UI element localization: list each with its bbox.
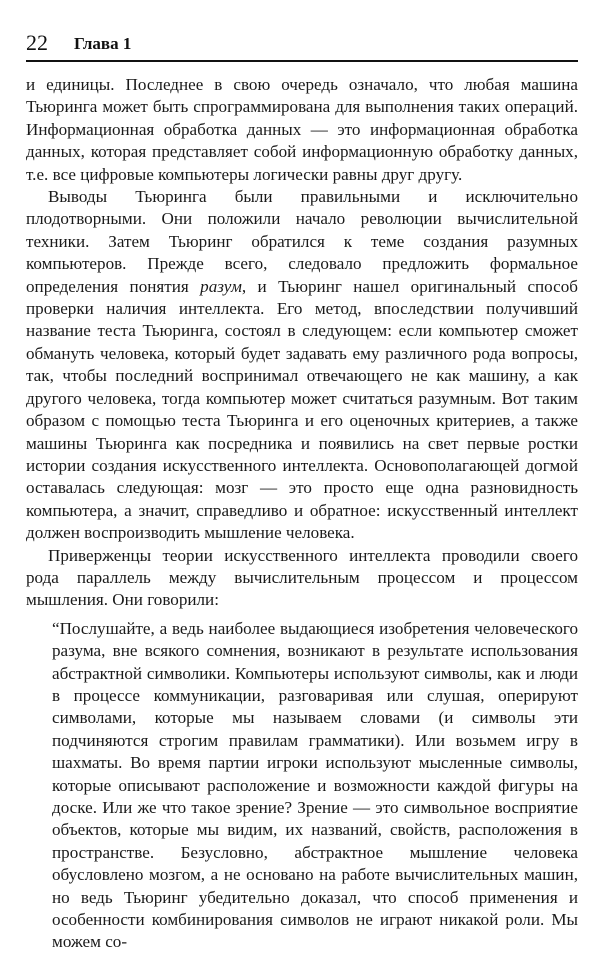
block-quote (26, 618, 578, 954)
running-head (26, 26, 578, 62)
paragraph-text-after-emphasis: , и Тьюринг нашел оригинальный способ проверки наличия интеллекта. Его метод, впоследствии получивший название теста Тьюринга, состоял в следующем: если компьютер сможет обмануть человека, который будет задавать ему различного рода вопросы, так, чтобы последний воспринимал отвечающего не как машину, а как другого человека, тогда компьютер может считаться разумным. Вот таким образом с помощью теста Тьюринга и его оценочных критериев, а также машины Тьюринга как посредника и появились на свет первые ростки истории создания искусственного интеллекта. Основополагающей догмой оставалась следующая: мозг — это просто еще одна разновидность компьютера, а значит, справедливо и обратное: искусственный интеллект должен воспроизводить мышление человека. (26, 276, 578, 543)
paragraph-turing-conclusions (26, 186, 578, 545)
body-text (26, 74, 578, 954)
chapter-title: Глава 1 (74, 34, 132, 53)
paragraph-continuation: и единицы. Последнее в свою очередь означало, что любая машина Тьюринга может быть спрограммирована для выполнения таких операций. Информационная обработка данных — это информационная обработка данных, которая представляет собой информационную обработку данных, т.е. все цифровые компьютеры логически равны друг другу. (26, 75, 578, 184)
quote-text: “Послушайте, а ведь наиболее выдающиеся изобретения человеческого разума, вне всякого сомнения, возникают в результате использования абстрактной символики. Компьютеры используют символы, как и люди в процессе коммуникации, разговаривая или слушая, оперируют символами, которые мы называем словами (и символы эти подчиняются строгим правилам грамматики). Или возьмем игру в шахматы. Во время партии игроки используют мысленные символы, которые описывают расположение и возможности каждой фигуры на доске. Или же что такое зрение? Зрение — это символьное восприятие объектов, которые мы видим, их названий, свойств, расположения в пространстве. Безусловно, абстрактное мышление человека обусловлено мозгом, а не основано на работе вычислительных машин, но ведь Тьюринг убедительно доказал, что способ применения и особенности комбинирования символов не играют никакой роли. Мы можем со- (52, 618, 578, 952)
page-number: 22 (26, 30, 48, 55)
paragraph-ai-adherents: Приверженцы теории искусственного интеллекта проводили своего рода параллель между вычислительным процессом и процессом мышления. Они говорили: (26, 545, 578, 610)
paragraph-text-before-emphasis: Выводы Тьюринга были правильными и исключительно плодотворными. Они положили начало революции вычислительной техники. Затем Тьюринг обратился к теме создания разумных компьютеров. Прежде всего, следовало предложить формальное определения понятия (26, 187, 578, 296)
emphasized-term: разум (200, 276, 242, 296)
